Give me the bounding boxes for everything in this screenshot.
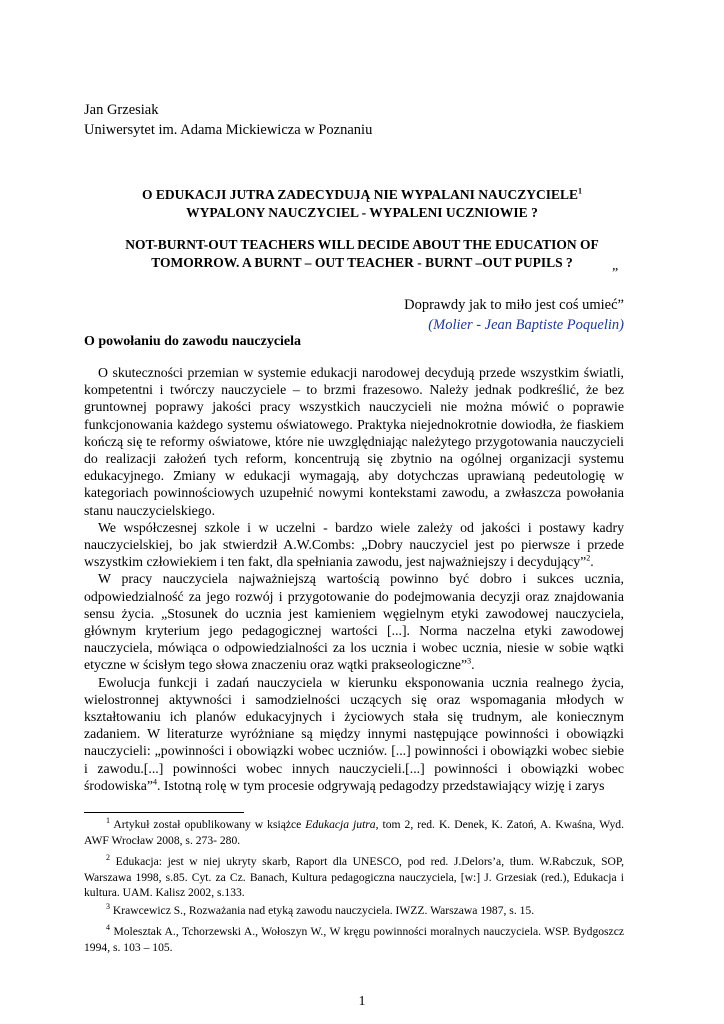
title-english-line2: TOMORROW. A BURNT – OUT TEACHER - BURNT –OUT PUPILS ? <box>151 255 573 270</box>
footnotes <box>84 817 624 961</box>
paragraph-3: W pracy nauczyciela najważniejszą wartością powinno być dobro i sukces ucznia, odpowiedzialność za jego rozwój i przygotowanie do podejmowania decyzji oraz znajdowania sensu życia. „Stosunek do ucznia jest kamieniem węgielnym etyki zawodowej nauczyciela, głównym kryterium jego pedagogicznej wartości [...]. Norma naczelna etyki zawodowej nauczyciela, mówiąca o odpowiedzialności za los ucznia i wobec ucznia, niesie w sobie wątki etyczne w ścisłym tego słowa znaczeniu oraz wątki prakseologiczne”$^3$. <box>84 571 624 673</box>
body-text <box>84 364 624 794</box>
author-affiliation: Uniwersytet im. Adama Mickiewicza w Poznaniu <box>84 122 373 138</box>
title-english <box>84 236 640 272</box>
author-block <box>84 100 372 140</box>
title-polish <box>84 186 640 222</box>
footnote-ref-4: 4 <box>152 777 157 787</box>
title-polish-line1: O EDUKACJI JUTRA ZADECYDUJĄ NIE WYPALANI NAUCZYCIELE$^1$ <box>141 186 583 202</box>
footnote-ref-1: 1 <box>578 186 583 196</box>
section-title: O powołaniu do zawodu nauczyciela <box>84 334 302 349</box>
author-name: Jan Grzesiak <box>84 102 159 118</box>
footnote-4: $^4$ Molesztak A., Tchorzewski A., Wołoszyn W., W kręgu powinności moralnych nauczyciela. WSP. Bydgoszcz 1994, s. 103 – 105. <box>84 923 624 954</box>
footnote-ref-3: 3 <box>467 656 472 666</box>
footnote-1: $^1$ Artykuł został opublikowany w książce Edukacja jutra, tom 2, red. K. Denek, K. Zatoń, A. Kwaśna, Wyd. AWF Wrocław 2008, s. 273- 280. <box>84 816 624 847</box>
epigraph-author: (Molier - Jean Baptiste Poquelin) <box>428 317 624 333</box>
paragraph-2: We współczesnej szkole i w uczelni - bardzo wiele zależy od jakości i postawy kadry nauczycielskiej, bo jak stwierdził A.W.Combs: „Dobry nauczyciel jest po pierwsze i przede wszystkim człowiekiem i ten fakt, dla spełniania zawodu, jest najważniejszy i decydujący”$^2$. <box>84 519 624 570</box>
epigraph-text: Doprawdy jak to miło jest coś umieć” <box>404 297 624 313</box>
title-english-line1: NOT-BURNT-OUT TEACHERS WILL DECIDE ABOUT THE EDUCATION OF <box>125 237 599 252</box>
paragraph-4: Ewolucja funkcji i zadań nauczyciela w kierunku eksponowania ucznia realnego życia, wielostronnej aktywności i samodzielności uczących się oraz wspomagania młodych w kształtowaniu ich planów edukacyjnych i życiowych stała się trudnym, ale koniecznym zadaniem. W literaturze wyróżniane są między innymi następujące powinności i obowiązki nauczycieli: „powinności i obowiązki wobec uczniów. [...] powinności i obowiązki wobec siebie i zawodu.[...] powinności wobec innych nauczycieli.[...] powinności i obowiązki wobec środowiska”$^4$. Istotną rolę w tym procesie odgrywają pedagodzy przedstawiający wizję i zarys <box>84 674 624 793</box>
title-polish-line2: WYPALONY NAUCZYCIEL - WYPALENI UCZNIOWIE ? <box>186 205 538 220</box>
page-number: 1 <box>358 994 366 1009</box>
footnote-2: $^2$ Edukacja: jest w niej ukryty skarb, Raport dla UNESCO, pod red. J.Delors’a, tłum. W.Rabczuk, SOP, Warszawa 1998, s.85. Cyt. za Cz. Banach, Kultura pedagogiczna nauczyciela, [w:] J. Grzesiak (red.), Edukacja i kultura. UAM. Kalisz 2002, s.133. <box>84 853 624 899</box>
paragraph-1: O skuteczności przemian w systemie edukacji narodowej decydują przede wszystkim światli, kompetentni i twórczy nauczyciele – to brzmi frazesowo. Należy jednak podkreślić, że bez gruntownej poprawy jakości pracy wszystkich nauczycieli nie można mówić o poprawie funkcjonowania każdego systemu oświatowego. Praktyka niejednokrotnie dowiodła, że fiaskiem kończą się te reformy oświatowe, które nie uwzględniając należytego przygotowania nauczycieli do realizacji założeń tych reform, koncentrują się zbytnio na ogólnej organizacji systemu edukacyjnego. Zmiany w edukacji wymagają, aby dotychczas uprawianą pedeutologię w kategoriach powinnościowych uzupełnić nowymi kontekstami zawodu, a zwłaszcza powołania stanu nauczycielskiego. <box>84 365 624 518</box>
footnote-separator <box>84 812 244 813</box>
epigraph-open-mark: ” <box>612 266 619 281</box>
footnote-ref-2: 2 <box>586 553 591 563</box>
footnote-3: $^3$ Krawcewicz S., Rozważania nad etyką zawodu nauczyciela. IWZZ. Warszawa 1987, s. 15. <box>106 901 535 917</box>
